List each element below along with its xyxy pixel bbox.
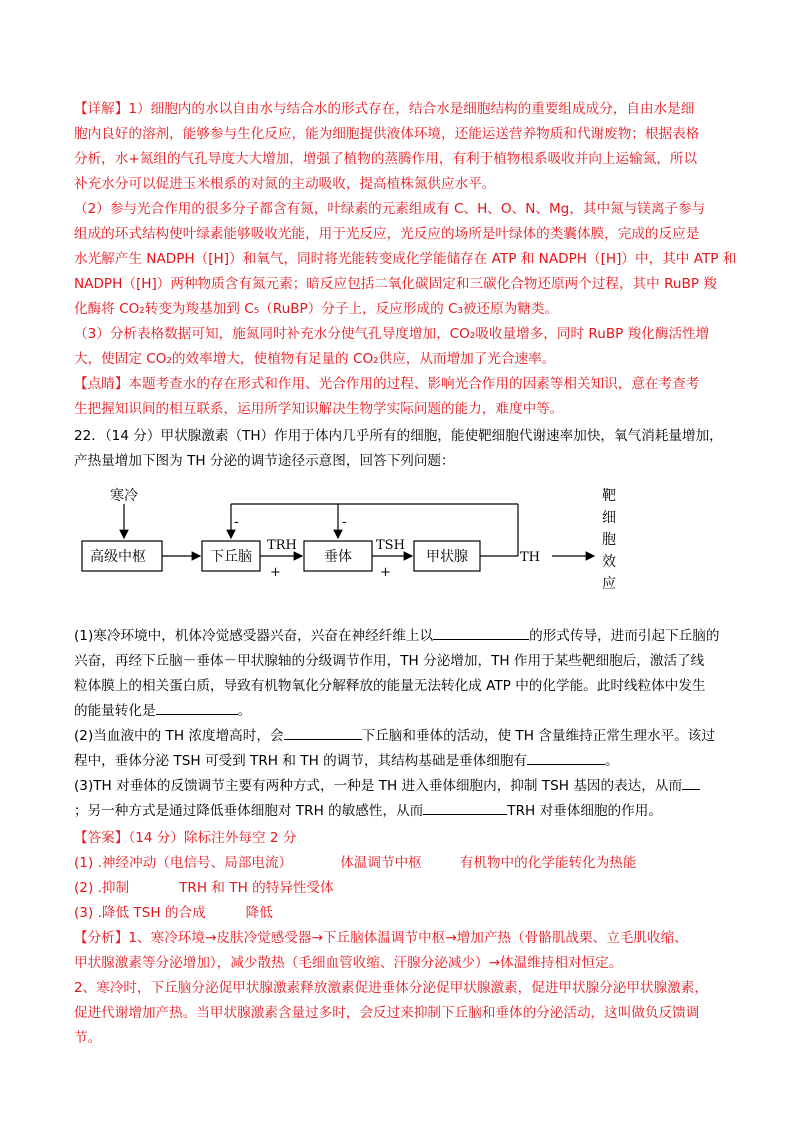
q1-line-4 (74, 702, 251, 720)
thyroid-label: 甲状腺 (426, 549, 468, 565)
q3-text-a: (3)TH 对垂体的反馈调节主要有两种方式，一种是 TH 进入垂体细胞内，抑制 TSH 基因的表达，从而 (74, 778, 683, 794)
explain-line-5: （2）参与光合作用的很多分子都含有氮，叶绿素的元素组成有 C、H、O、N、Mg，其中氮与镁离子参与 (74, 201, 706, 217)
q2-blank-2[interactable] (527, 752, 605, 765)
explain-line-3: 分析，水+氮组的气孔导度大大增加，增强了植物的蒸腾作用，有利于植物根系吸收并向上运输氮，所以 (74, 151, 698, 167)
answer-3-a: (3) .降低 TSH 的合成 (74, 905, 206, 921)
q2-blank-1[interactable] (284, 727, 362, 740)
trh-label: TRH (267, 538, 297, 553)
target-char-1: 靶 (602, 488, 616, 504)
hypothalamus-label: 下丘脑 (210, 549, 252, 565)
q3-blank-2[interactable] (423, 802, 507, 815)
answer-3 (74, 904, 273, 922)
q1-text-a: (1)寒冷环境中，机体冷觉感受器兴奋，兴奋在神经纤维上以 (74, 628, 434, 644)
answer-1-c: 有机物中的化学能转化为热能 (459, 855, 637, 871)
q3-text-b: ；另一种方式是通过降低垂体细胞对 TRH 的敏感性，从而 (74, 803, 424, 819)
pituitary-label: 垂体 (324, 549, 352, 565)
q1-line-1 (74, 627, 719, 645)
explain-line-6: 组成的环式结构使叶绿素能够吸收光能，用于光反应，光反应的场所是叶绿体的类囊体膜，完成的反应是 (74, 226, 700, 242)
question-22-line-1: 22．（14 分）甲状腺激素（TH）作用于体内几乎所有的细胞，能使靶细胞代谢速率加快，氧气消耗量增加， (74, 428, 723, 444)
q3-line-2 (74, 802, 662, 820)
answer-3-b: 降低 (245, 905, 273, 921)
q3-text-c: TRH 对垂体细胞的作用。 (507, 803, 662, 819)
explain-line-11: 大，使固定 CO₂的效率增大，使植物有足量的 CO₂供应，从而增加了光合速率。 (74, 351, 556, 367)
analysis-line-1: 【分析】1、寒冷环境→皮肤冷觉感受器→下丘脑体温调节中枢→增加产热（骨骼肌战栗、立毛肌收缩、 (74, 930, 688, 946)
analysis-line-4: 促进代谢增加产热。当甲状腺激素含量过多时，会反过来抑制下丘脑和垂体的分泌活动，这叫做负反馈调 (74, 1005, 700, 1021)
q1-blank-2[interactable] (156, 702, 238, 715)
q2-line-1 (74, 727, 715, 745)
explain-line-8: NADPH（[H]）两种物质含有氮元素；暗反应包括二氧化碳固定和三碳化合物还原两个过程，其中 RuBP 羧 (74, 276, 717, 292)
answer-1-a: (1) .神经冲动（电信号、局部电流） (74, 855, 293, 871)
answer-2 (74, 879, 334, 897)
q1-line-3: 粒体膜上的相关蛋白质，导致有机物氧化分解释放的能量无法转化成 ATP 中的化学能。此时线粒体中发生 (74, 678, 706, 694)
cold-label: 寒冷 (110, 488, 138, 504)
th-regulation-diagram (74, 484, 634, 594)
answer-1-b: 体温调节中枢 (340, 855, 422, 871)
q1-text-c: 的能量转化是 (74, 703, 156, 719)
answer-2-a: (2) .抑制 (74, 880, 130, 896)
tsh-plus: + (380, 565, 391, 580)
analysis-line-5: 节。 (74, 1030, 102, 1046)
q2-text-d: 。 (605, 753, 619, 769)
q3-blank-1[interactable] (682, 777, 700, 790)
q1-blank-1[interactable] (433, 627, 529, 640)
explain-line-4: 补充水分可以促进玉米根系的对氮的主动吸收，提高植株氮供应水平。 (74, 176, 496, 192)
target-char-2: 细 (602, 510, 616, 526)
question-22-line-2: 产热量增加下图为 TH 分泌的调节途径示意图，回答下列问题： (74, 453, 455, 469)
th-label: TH (520, 550, 541, 565)
analysis-line-2: 甲状腺激素等分泌增加），减少散热（毛细血管收缩、汗腺分泌减少）→体温维持相对恒定。 (74, 955, 623, 971)
target-char-5: 应 (602, 576, 616, 592)
higher-center-label: 高级中枢 (90, 549, 146, 565)
q1-text-d: 。 (237, 703, 252, 719)
explain-line-10: （3）分析表格数据可知，施氮同时补充水分使气孔导度增加，CO₂吸收量增多，同时 RuBP 羧化酶活性增 (74, 326, 710, 342)
explain-line-7: 水光解产生 NADPH（[H]）和氧气，同时将光能转变成化学能储存在 ATP 和 NADPH（[H]）中，其中 ATP 和 (74, 251, 737, 267)
explain-line-1: 【详解】1）细胞内的水以自由水与结合水的形式存在，结合水是细胞结构的重要组成成分，自由水是细 (74, 101, 695, 117)
target-char-3: 胞 (602, 532, 616, 548)
explain-line-9: 化酶将 CO₂转变为羧基加到 C₅（RuBP）分子上，反应形成的 C₃被还原为糖类。 (74, 301, 559, 317)
explain-line-2: 胞内良好的溶剂，能够参与生化反应，能为细胞提供液体环境，还能运送营养物质和代谢废物；根据表格 (74, 126, 700, 142)
target-char-4: 效 (602, 554, 616, 570)
feedback-minus-hypothalamus: - (234, 514, 239, 530)
comment-line-1: 【点睛】本题考查水的存在形式和作用、光合作用的过程、影响光合作用的因素等相关知识，意在考查考 (74, 376, 700, 392)
q2-line-2 (74, 752, 619, 770)
feedback-minus-pituitary: - (342, 514, 347, 530)
answer-header: 【答案】（14 分）除标注外每空 2 分 (74, 830, 297, 846)
q1-text-b: 的形式传导，进而引起下丘脑的 (529, 628, 720, 644)
q2-text-b: 下丘脑和垂体的活动，使 TH 含量维持正常生理水平。该过 (361, 728, 715, 744)
analysis-line-3: 2、寒冷时，下丘脑分泌促甲状腺激素释放激素促进垂体分泌促甲状腺激素，促进甲状腺分泌甲状腺激素， (74, 980, 708, 996)
answer-1 (74, 854, 637, 872)
q2-text-a: (2)当血液中的 TH 浓度增高时，会 (74, 728, 284, 744)
q1-line-2: 兴奋，再经下丘脑－垂体－甲状腺轴的分级调节作用，TH 分泌增加，TH 作用于某些靶细胞后，激活了线 (74, 653, 705, 669)
trh-plus: + (270, 565, 281, 580)
tsh-label: TSH (376, 538, 405, 553)
q3-line-1 (74, 777, 700, 795)
q2-text-c: 程中，垂体分泌 TSH 可受到 TRH 和 TH 的调节，其结构基础是垂体细胞有 (74, 753, 528, 769)
answer-2-b: TRH 和 TH 的特异性受体 (179, 880, 334, 896)
comment-line-2: 生把握知识间的相互联系，运用所学知识解决生物学实际问题的能力，难度中等。 (74, 401, 564, 417)
